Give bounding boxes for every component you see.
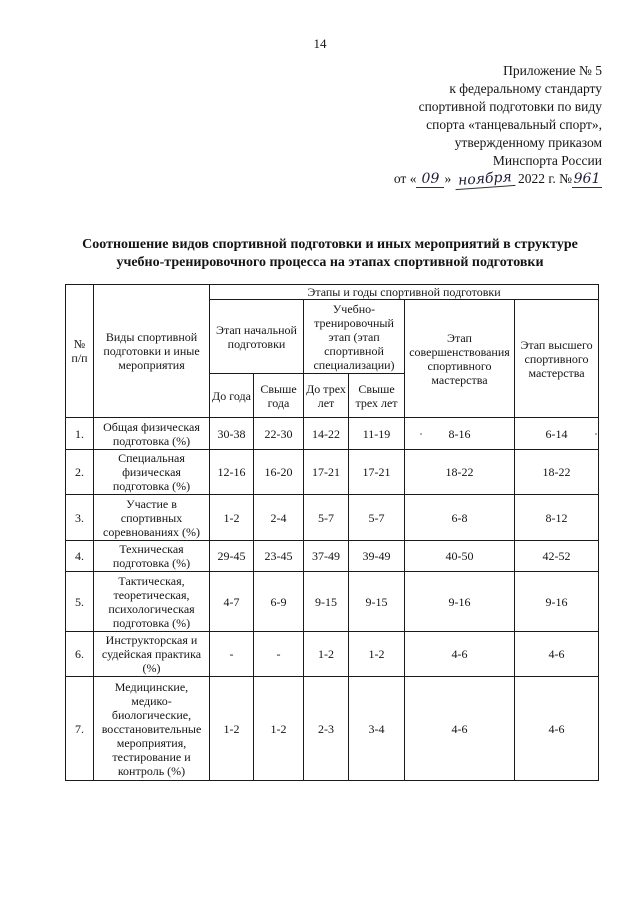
document-title	[40, 236, 620, 272]
row-value: 2-3	[304, 677, 349, 781]
header-activity: Виды спортивной подготовки и иные мероприятия	[94, 285, 210, 418]
row-value: 18-22	[515, 450, 599, 495]
table-row	[66, 677, 599, 781]
row-value: 29-45	[210, 541, 254, 572]
row-number: 6.	[66, 632, 94, 677]
row-value: 40-50	[405, 541, 515, 572]
row-activity-name: Техническая подготовка (%)	[94, 541, 210, 572]
row-number: 4.	[66, 541, 94, 572]
row-number: 5.	[66, 572, 94, 632]
header-initial-over-year: Свыше года	[254, 374, 304, 418]
row-activity-name: Участие в спортивных соревнованиях (%)	[94, 495, 210, 541]
header-num: № п/п	[66, 285, 94, 418]
row-value: 22-30	[254, 418, 304, 450]
row-value: 6-9	[254, 572, 304, 632]
row-value: 16-20	[254, 450, 304, 495]
row-value: 9-16	[405, 572, 515, 632]
row-value: 1-2	[349, 632, 405, 677]
row-value: 12-16	[210, 450, 254, 495]
row-number: 2.	[66, 450, 94, 495]
row-value: 17-21	[304, 450, 349, 495]
scan-speck	[595, 433, 597, 435]
row-value: 30-38	[210, 418, 254, 450]
row-value: 2-4	[254, 495, 304, 541]
row-value: 4-7	[210, 572, 254, 632]
row-activity-name: Медицинские, медико-биологические, восстановительные мероприятия, тестирование и контроль (%)	[94, 677, 210, 781]
header-training-over-3: Свыше трех лет	[349, 374, 405, 418]
row-value: 9-15	[304, 572, 349, 632]
appendix-line-6: Минспорта России	[492, 153, 602, 168]
table-row	[66, 572, 599, 632]
handwritten-day: 09	[416, 172, 444, 188]
row-activity-name: Специальная физическая подготовка (%)	[94, 450, 210, 495]
title-line-1: Соотношение видов спортивной подготовки и иных мероприятий в структуре	[82, 237, 578, 252]
table-row	[66, 450, 599, 495]
table-row	[66, 632, 599, 677]
header-stage-higher: Этап высшего спортивного мастерства	[515, 300, 599, 418]
handwritten-month: ноября	[454, 170, 515, 190]
row-number: 3.	[66, 495, 94, 541]
table-row	[66, 418, 599, 450]
row-value: 1-2	[210, 677, 254, 781]
row-value: 8-16	[405, 418, 515, 450]
date-prefix: от «	[393, 171, 417, 186]
row-number: 7.	[66, 677, 94, 781]
row-value: 6-14	[515, 418, 599, 450]
appendix-line-3: спортивной подготовки по виду	[418, 99, 602, 114]
header-stage-improvement: Этап совершенствования спортивного мастерства	[405, 300, 515, 418]
header-training-up-to-3: До трех лет	[304, 374, 349, 418]
row-value: 18-22	[405, 450, 515, 495]
row-value: 37-49	[304, 541, 349, 572]
header-stage-initial: Этап начальной подготовки	[210, 300, 304, 374]
row-value: 1-2	[210, 495, 254, 541]
title-line-2: учебно-тренировочного процесса на этапах спортивной подготовки	[116, 255, 544, 270]
appendix-block	[332, 62, 602, 188]
appendix-line-5: утвержденному приказом	[454, 135, 602, 150]
row-value: 9-15	[349, 572, 405, 632]
header-stages-group: Этапы и годы спортивной подготовки	[210, 285, 599, 300]
row-value: -	[254, 632, 304, 677]
row-value: 11-19	[349, 418, 405, 450]
row-number: 1.	[66, 418, 94, 450]
row-value: 4-6	[515, 632, 599, 677]
row-value: 14-22	[304, 418, 349, 450]
table-body	[66, 418, 599, 781]
page-number: 14	[313, 36, 327, 51]
row-value: 1-2	[304, 632, 349, 677]
row-value: 9-16	[515, 572, 599, 632]
row-value: 42-52	[515, 541, 599, 572]
date-quote-close: »	[444, 171, 452, 186]
appendix-line-2: к федеральному стандарту	[449, 81, 602, 96]
row-value: 23-45	[254, 541, 304, 572]
scan-speck	[420, 433, 422, 435]
header-initial-up-to-year: До года	[210, 374, 254, 418]
appendix-line-4: спорта «танцевальный спорт»,	[426, 117, 602, 132]
table-row	[66, 541, 599, 572]
row-value: 1-2	[254, 677, 304, 781]
order-date-line	[332, 170, 602, 188]
row-value: 6-8	[405, 495, 515, 541]
row-value: 8-12	[515, 495, 599, 541]
row-value: 17-21	[349, 450, 405, 495]
table-row	[66, 495, 599, 541]
row-activity-name: Тактическая, теоретическая, психологическая подготовка (%)	[94, 572, 210, 632]
row-value: 4-6	[515, 677, 599, 781]
row-value: 3-4	[349, 677, 405, 781]
training-ratio-table	[65, 284, 599, 781]
appendix-line-1: Приложение № 5	[503, 63, 602, 78]
row-value: 39-49	[349, 541, 405, 572]
row-activity-name: Инструкторская и судейская практика (%)	[94, 632, 210, 677]
row-value: 4-6	[405, 632, 515, 677]
row-value: 4-6	[405, 677, 515, 781]
row-activity-name: Общая физическая подготовка (%)	[94, 418, 210, 450]
date-year: 2022 г. №	[517, 171, 572, 186]
row-value: -	[210, 632, 254, 677]
row-value: 5-7	[349, 495, 405, 541]
row-value: 5-7	[304, 495, 349, 541]
handwritten-order-number: 961	[573, 171, 601, 187]
header-stage-training: Учебно-тренировочный этап (этап спортивной специализации)	[304, 300, 405, 374]
